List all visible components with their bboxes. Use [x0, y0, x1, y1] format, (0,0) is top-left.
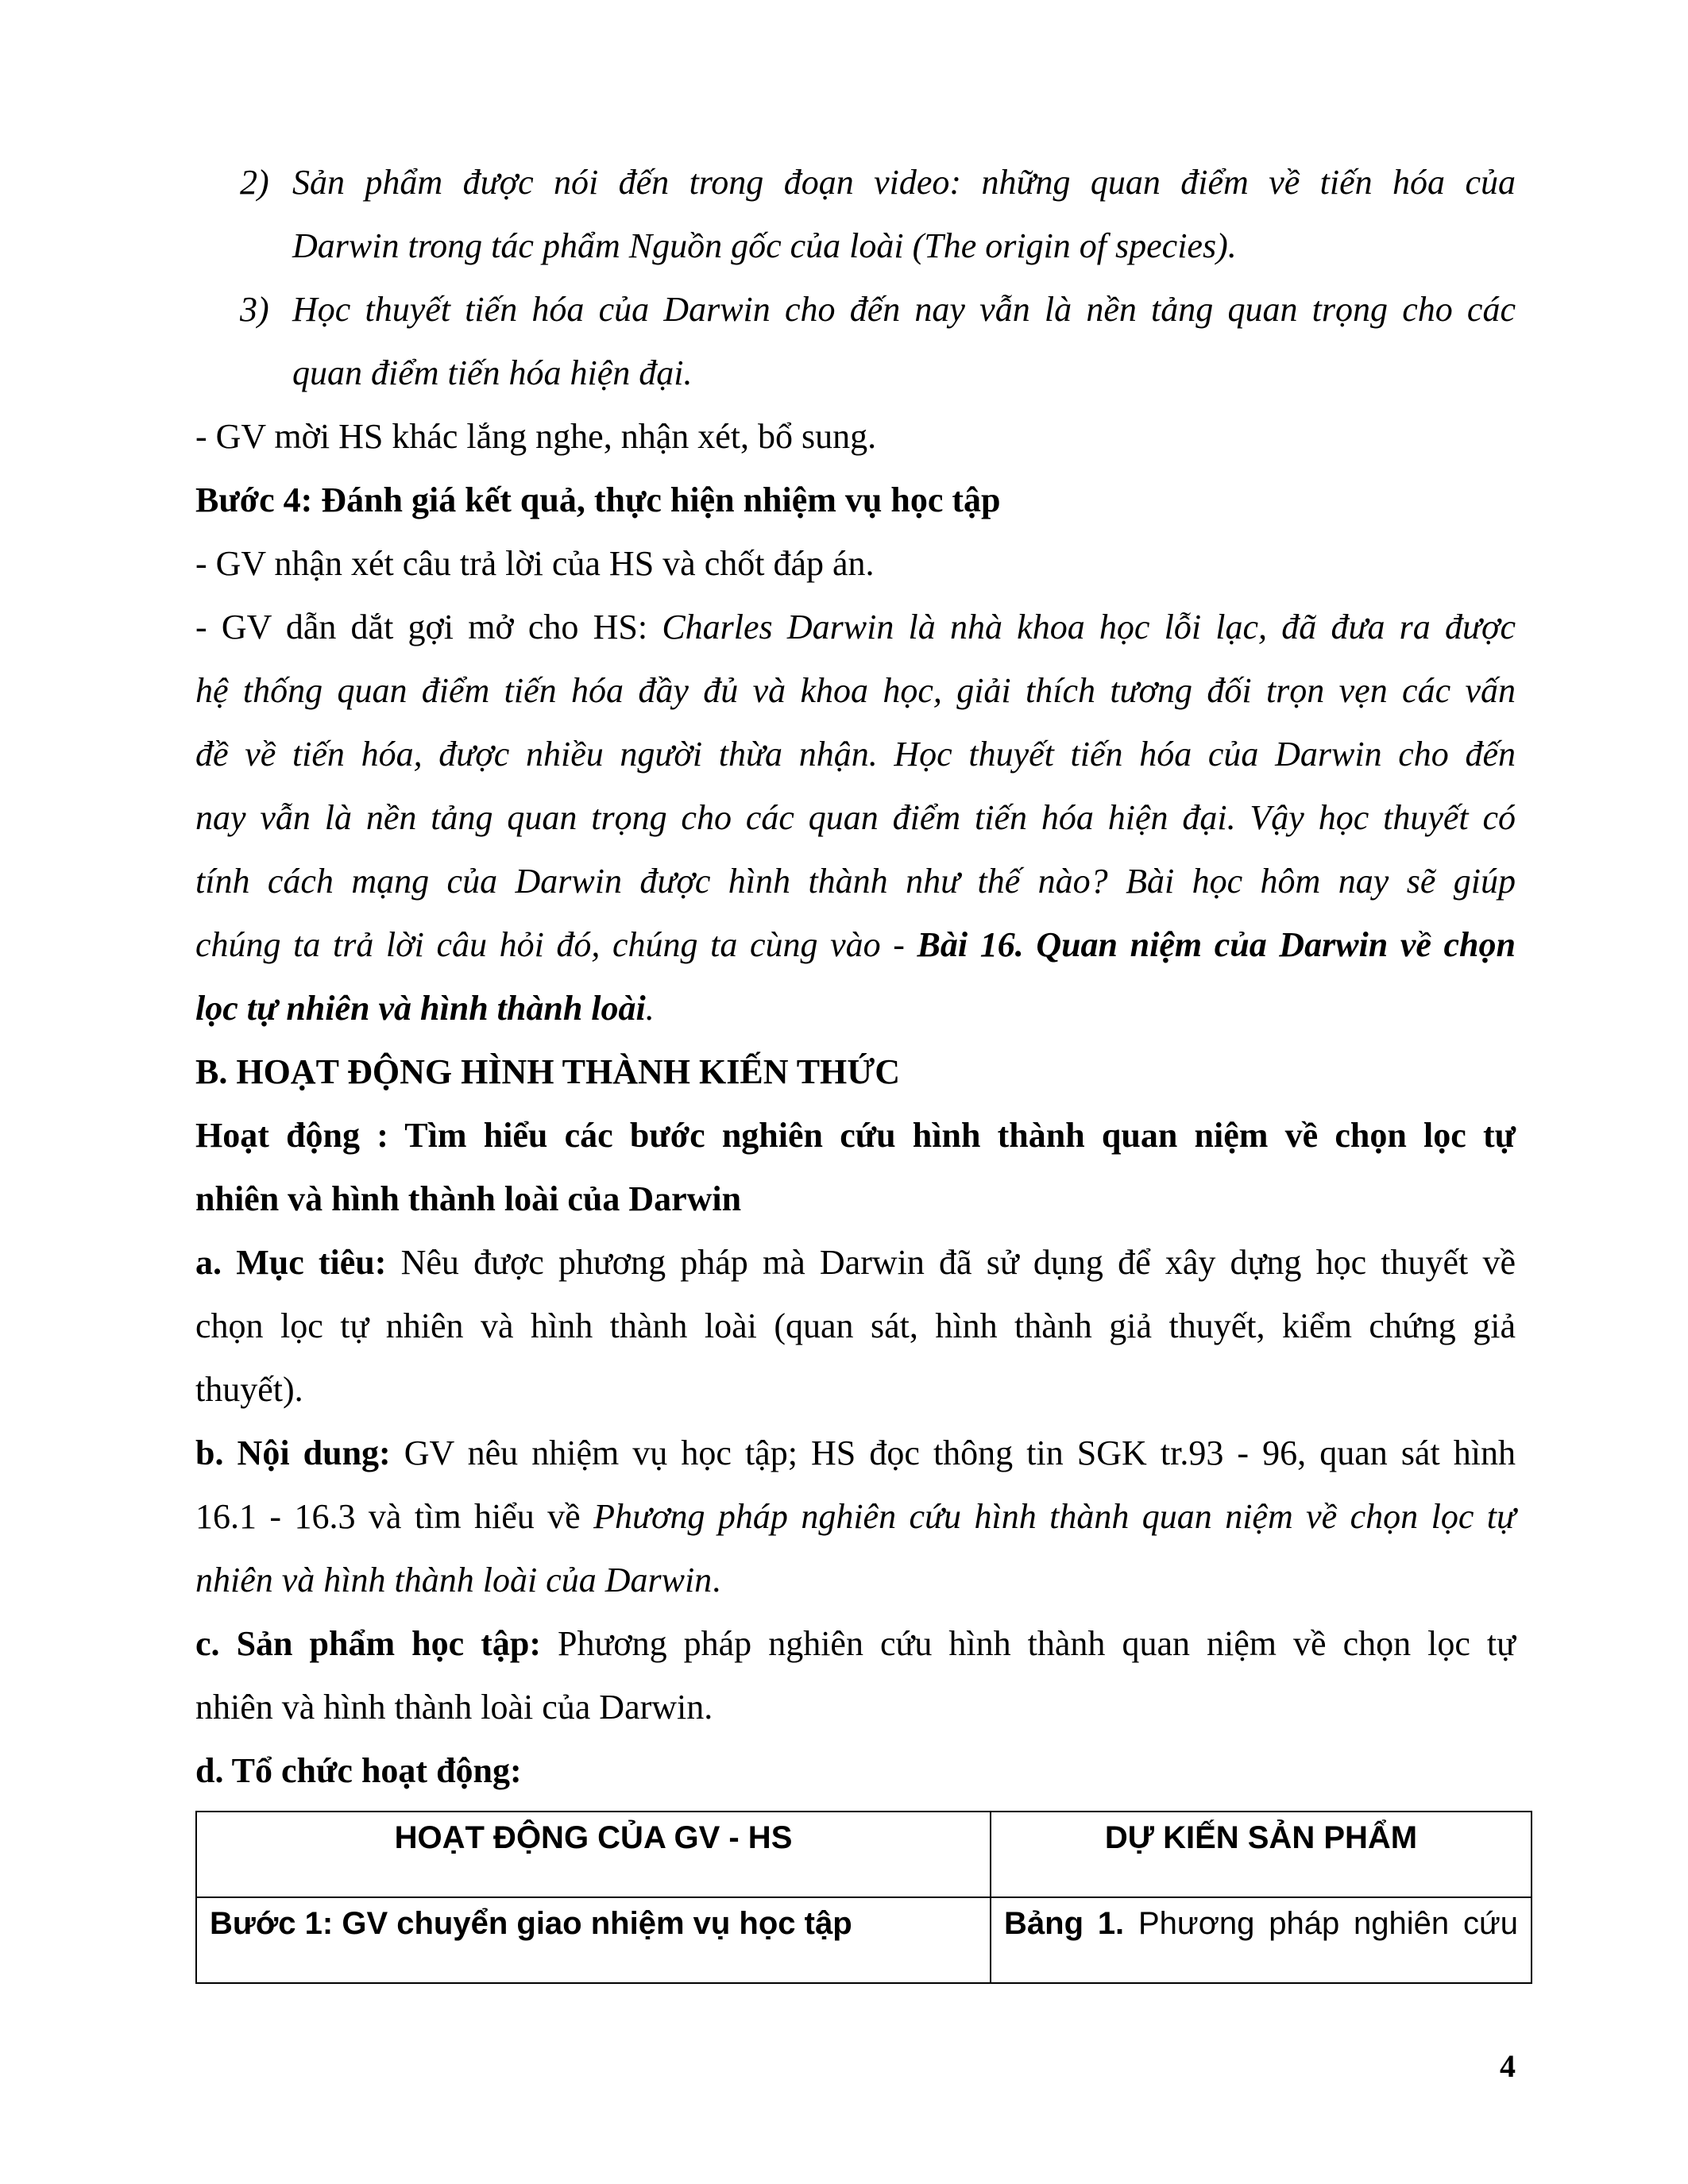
period: . [712, 1561, 721, 1599]
list-text: Học thuyết tiến hóa của Darwin cho đến nay vẫn là nền tảng quan trọng cho các [292, 290, 1516, 329]
document-page [195, 151, 1516, 1984]
list-text: quan điểm tiến hóa hiện đại. [292, 353, 693, 392]
gv-lead-line: hệ thống quan điểm tiến hóa đầy đủ và khoa học, giải thích tương đối trọn vẹn các vấn [195, 671, 1516, 710]
content-line [195, 1485, 1516, 1549]
content-label: b. Nội dung: [195, 1433, 391, 1472]
objective-text: Nêu được phương pháp mà Darwin đã sử dụng để xây dựng học thuyết về [386, 1243, 1516, 1282]
activity-table [195, 1811, 1532, 1984]
list-text: Sản phẩm được nói đến trong đoạn video: những quan điểm về tiến hóa của [292, 163, 1516, 202]
table-header: DỰ KIẾN SẢN PHẨM [991, 1812, 1532, 1897]
product-line [195, 1612, 1516, 1676]
content-text: 16.1 - 16.3 và tìm hiểu về [195, 1497, 594, 1536]
objective-label: a. Mục tiêu: [195, 1243, 387, 1282]
organize-heading: d. Tổ chức hoạt động: [195, 1751, 522, 1790]
lesson-title: lọc tự nhiên và hình thành loài [195, 989, 646, 1028]
gv-lead-line [195, 977, 1516, 1040]
product-label: c. Sản phẩm học tập: [195, 1624, 541, 1663]
list-number: 2) [240, 163, 269, 202]
table-header: HOẠT ĐỘNG CỦA GV - HS [196, 1812, 991, 1897]
content-italic: Phương pháp nghiên cứu hình thành quan niệm về chọn lọc tự [593, 1497, 1516, 1536]
table-row [196, 1897, 1532, 1983]
list-text: Darwin trong tác phẩm Nguồn gốc của loài (The origin of species). [292, 226, 1237, 265]
list-item [195, 151, 1516, 278]
gv-invite-text: - GV mời HS khác lắng nghe, nhận xét, bổ sung. [195, 417, 877, 456]
gv-lead-line [195, 596, 1516, 659]
content-italic: nhiên và hình thành loài của Darwin [195, 1561, 713, 1599]
product-line: nhiên và hình thành loài của Darwin. [195, 1688, 713, 1727]
activity-heading: Hoạt động : Tìm hiểu các bước nghiên cứu hình thành quan niệm về chọn lọc tự [195, 1116, 1516, 1155]
objective-line: thuyết). [195, 1370, 303, 1409]
gv-lead-italic: chúng ta trả lời câu hỏi đó, chúng ta cùng vào - [195, 925, 917, 964]
table-cell: Bước 1: GV chuyển giao nhiệm vụ học tập [196, 1897, 991, 1983]
content-line [195, 1422, 1516, 1485]
table-cell [991, 1897, 1532, 1983]
table-label: Bảng 1. [1004, 1906, 1125, 1941]
section-b-heading: B. HOẠT ĐỘNG HÌNH THÀNH KIẾN THỨC [195, 1052, 901, 1091]
lesson-title: Bài 16. Quan niệm của Darwin về chọn [917, 925, 1516, 964]
objective-line: chọn lọc tự nhiên và hình thành loài (quan sát, hình thành giả thuyết, kiểm chứng giả [195, 1306, 1516, 1345]
gv-lead-line: đề về tiến hóa, được nhiều người thừa nhận. Học thuyết tiến hóa của Darwin cho đến [195, 735, 1516, 774]
list-number: 3) [240, 290, 269, 329]
table-header-row [196, 1812, 1532, 1897]
table-text: Phương pháp nghiên cứu [1124, 1906, 1518, 1941]
period: . [645, 989, 655, 1028]
content-line [195, 1549, 1516, 1612]
gv-comment-text: - GV nhận xét câu trả lời của HS và chốt đáp án. [195, 544, 875, 583]
gv-lead-line: tính cách mạng của Darwin được hình thành như thế nào? Bài học hôm nay sẽ giúp [195, 862, 1516, 901]
gv-lead-prefix: - GV dẫn dắt gợi mở cho HS: [195, 608, 662, 646]
gv-lead-line [195, 913, 1516, 977]
page-number: 4 [1500, 2048, 1516, 2084]
objective-line [195, 1231, 1516, 1295]
activity-heading: nhiên và hình thành loài của Darwin [195, 1179, 742, 1218]
gv-lead-line: nay vẫn là nền tảng quan trọng cho các quan điểm tiến hóa hiện đại. Vậy học thuyết có [195, 798, 1516, 837]
list-item [195, 278, 1516, 405]
gv-lead-italic: Charles Darwin là nhà khoa học lỗi lạc, đã đưa ra được [662, 608, 1516, 646]
content-text: GV nêu nhiệm vụ học tập; HS đọc thông tin SGK tr.93 - 96, quan sát hình [390, 1433, 1516, 1472]
step4-heading: Bước 4: Đánh giá kết quả, thực hiện nhiệm vụ học tập [195, 480, 1001, 519]
product-text: Phương pháp nghiên cứu hình thành quan niệm về chọn lọc tự [540, 1624, 1516, 1663]
